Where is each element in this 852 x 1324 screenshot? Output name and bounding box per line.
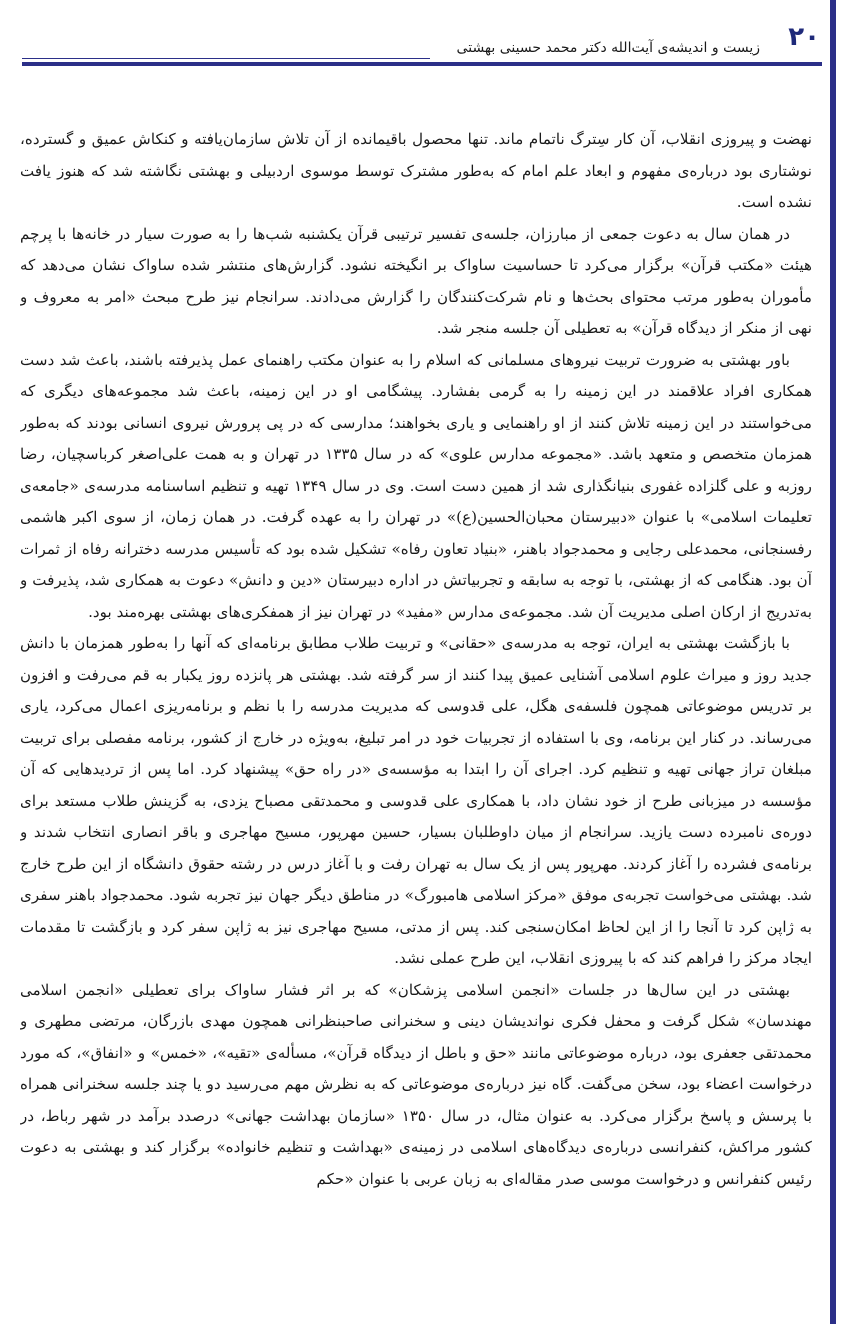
paragraph: در همان سال به دعوت جمعی از مبارزان، جلسه‌ی تفسیر ترتیبی قرآن یکشنبه شب‌ها را به صورت سیار در خانه‌ها با پرچم هیئت «مکتب قرآن» برگزار می‌کرد تا حساسیت ساواک بر انگیخته نشود. گزارش‌های منتشر شده ساواک نشان می‌دهد که مأموران به‌طور مرتب محتوای بحث‌ها و نام شرکت‌کنندگان را گزارش می‌دادند. سرانجام نیز طرح مبحث «امر به معروف و نهی از منکر از دیدگاه قرآن» به تعطیلی آن جلسه منجر شد. — [20, 224, 812, 337]
page-number: ۲۰ — [788, 22, 820, 52]
header-rule — [22, 62, 822, 66]
paragraph: بهشتی در این سال‌ها در جلسات «انجمن اسلامی پزشکان» که بر اثر فشار ساواک برای تعطیلی «انجمن اسلامی مهندسان» شکل گرفت و محفل فکری نواندیشان دینی و سخنرانی صاحبنظرانی همچون مهدی بازرگان، مرتضی مطهری و محمدتقی جعفری بود، درباره موضوعاتی مانند «حق و باطل از دیدگاه قرآن»، مسأله‌ی «تقیه»، «خمس» و «انفاق»، که مورد درخواست اعضاء بود، سخن می‌گفت. گاه نیز درباره‌ی موضوعاتی که به نظرش مهم می‌رسید دو یا چند جلسه سخنرانی همراه با پرسش و پاسخ برگزار می‌کرد. به عنوان مثال، در سال ۱۳۵۰ «سازمان بهداشت جهانی» درصدد برآمد در شهر رباط، در کشور مراکش، کنفرانسی درباره‌ی دیدگاه‌های اسلامی در زمینه‌ی «بهداشت و تنظیم خانواده» برگزار کند و بهشتی به دعوت رئیس کنفرانس و درخواست موسی صدر مقاله‌ای به زبان عربی با عنوان «حکم — [20, 980, 812, 1188]
paragraph: نهضت و پیروزی انقلاب، آن کار سِترگ ناتمام ماند. تنها محصول باقیمانده از آن تلاش سازمان‌یافته و کنکاش عمیق و گسترده، نوشتاری بود درباره‌ی مفهوم و ابعاد علم امام که به‌طور مشترک توسط موسوی اردبیلی و بهشتی نگاشته شد که هنوز یافت نشده است. — [20, 130, 812, 211]
paragraph: باور بهشتی به ضرورت تربیت نیروهای مسلمانی که اسلام را به عنوان مکتب راهنمای عمل پذیرفته باشند، باعث شد دست همکاری افراد علاقمند در این زمینه را به گرمی بفشارد. پیشگامی او در این زمینه، باعث شد مجموعه‌های دیگری که می‌خواستند در این زمینه تلاش کنند از او راهنمایی و یاری بخواهند؛ مدارسی که در پی پرورش نیروی انسانی بودند که به‌طور همزمان متخصص و متعهد باشد. «مجموعه مدارس علوی» که در سال ۱۳۳۵ در تهران و به همت علی‌اصغر کرباسچیان، رضا روزبه و علی گلزاده غفوری بنیانگذاری شد از همین دست است. وی در سال ۱۳۴۹ تهیه و تنظیم اساسنامه مدرسه‌ی «جامعه‌ی تعلیمات اسلامی» با عنوان «دبیرستان محبان‌الحسین(ع)» در تهران را به عهده گرفت. در همان زمان، از سوی اکبر هاشمی رفسنجانی، محمدعلی رجایی و محمدجواد باهنر، «بنیاد تعاون رفاه» تشکیل شده بود که تأسیس مدرسه دخترانه رفاه از ثمرات آن بود. هنگامی که از بهشتی، با توجه به سابقه و تجربیاتش در اداره دبیرستان «دین و دانش» دعوت به همکاری شد، پذیرفت و به‌تدریج از ارکان اصلی مدیریت آن شد. مجموعه‌ی مدارس «مفید» در تهران نیز از همفکری‌های بهشتی بهره‌مند بود. — [20, 350, 812, 621]
margin-rule — [830, 0, 836, 1324]
paragraph: با بازگشت بهشتی به ایران، توجه به مدرسه‌ی «حقانی» و تربیت طلاب مطابق برنامه‌ای که آنها را به‌طور همزمان با دانش جدید روز و میراث علوم اسلامی آشنایی عمیق پیدا کنند از سر گرفته شد. بهشتی هر پانزده روز یکبار به قم می‌رفت و افزون بر تدریس موضوعاتی همچون فلسفه‌ی هگل، علی قدوسی که مدیریت مدرسه را با نظم و برنامه‌ریزی اعمال می‌کرد، یاری می‌رساند. در کنار این برنامه، وی با استفاده از تجربیات خود در امر تبلیغ، به‌ویژه در خارج از کشور، برنامه مفصلی برای تربیت مبلغان تراز جهانی تهیه و تنظیم کرد. اجرای آن را ابتدا به مؤسسه‌ی «در راه حق» پیشنهاد کرد. اما پس از تردیدهایی که آن مؤسسه در میزبانی طرح از خود نشان داد، با همکاری علی قدوسی و محمدتقی مصباح یزدی، به گزینش طلاب مستعد برای دوره‌ی نامبرده دست یازید. سرانجام از میان داوطلبان بسیار، حسین مهرپور، مسیح مهاجری و باقر انصاری انتخاب شدند و برنامه‌ی فشرده را آغاز کردند. مهرپور پس از یک سال به تهران رفت و با آغاز درس در رشته حقوق دانشگاه از این طرح خارج شد. بهشتی می‌خواست تجربه‌ی موفق «مرکز اسلامی هامبورگ» در مناطق دیگر جهان نیز تجربه شود. محمدجواد باهنر سفری به ژاپن کرد تا آنجا را از این لحاظ امکان‌سنجی کند. پس از مدتی، مسیح مهاجری نیز به ژاپن سفر کرد و بازگشت تا مقدمات ایجاد مرکز را فراهم کند که با پیروزی انقلاب، این طرح عملی نشد. — [20, 634, 812, 967]
running-title: زیست و اندیشه‌ی آیت‌الله دکتر محمد حسینی بهشتی — [456, 40, 760, 56]
header-rule-thin — [22, 58, 430, 59]
page-header — [0, 0, 852, 80]
body-text — [20, 124, 812, 1294]
